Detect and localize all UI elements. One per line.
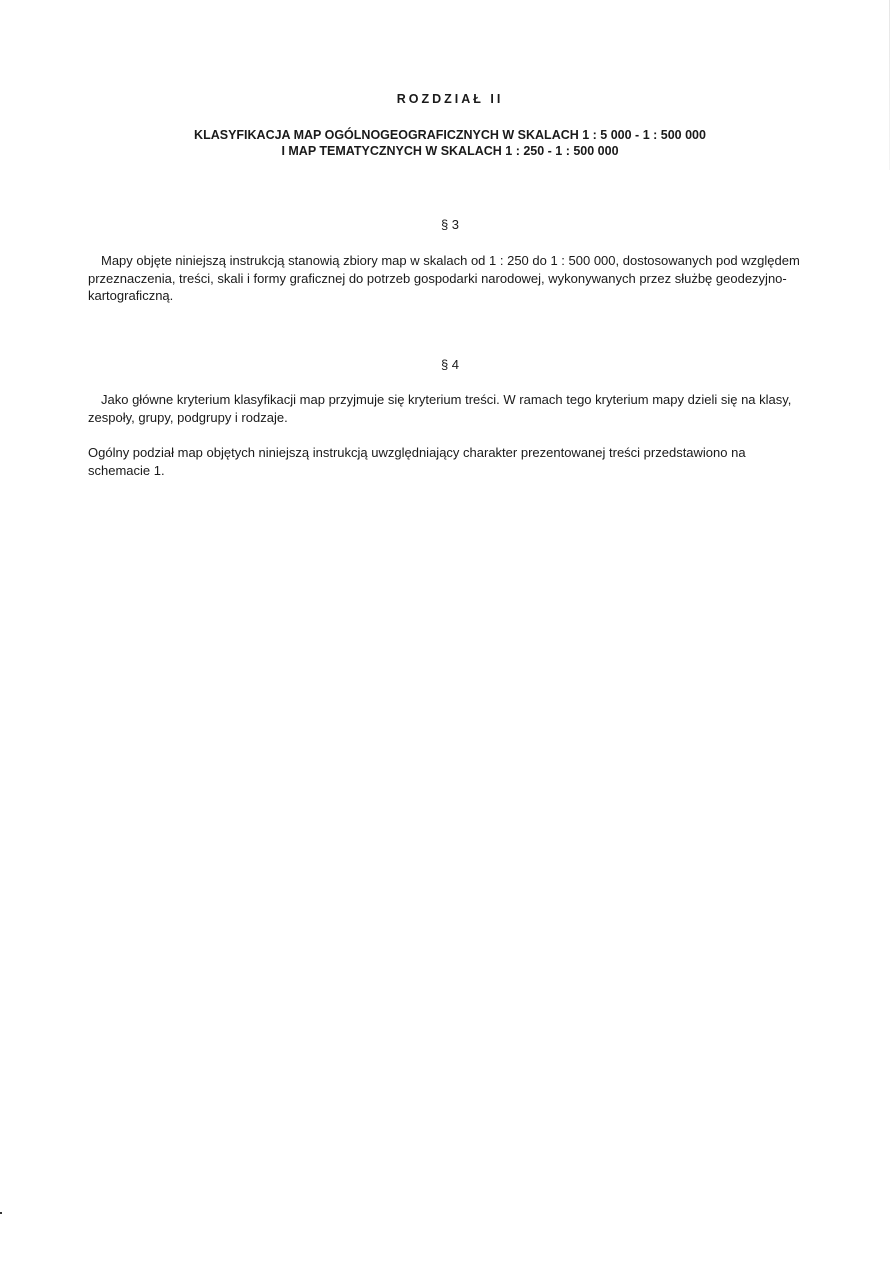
section-4-mark: § 4 xyxy=(440,357,460,372)
chapter-title-line-1: KLASYFIKACJA MAP OGÓLNOGEOGRAFICZNYCH W SKALACH 1 : 5 000 - 1 : 500 000 xyxy=(194,128,706,142)
section-3-paragraph-1: Mapy objęte niniejszą instrukcją stanowią zbiory map w skalach od 1 : 250 do 1 : 500 000, dostosowanych pod względem przeznaczenia, treści, skali i formy graficznej do potrzeb gospodarki narodowej, wykonywanych przez służbę geodezyjno-kartograficzną. xyxy=(88,253,800,303)
scan-speck xyxy=(0,1212,2,1214)
chapter-title-line-2: I MAP TEMATYCZNYCH W SKALACH 1 : 250 - 1 : 500 000 xyxy=(281,144,619,158)
section-4-paragraph-1: Jako główne kryterium klasyfikacji map przyjmuje się kryterium treści. W ramach tego kryterium mapy dzieli się na klasy, zespoły, grupy, podgrupy i rodzaje. xyxy=(88,392,792,425)
section-3-mark: § 3 xyxy=(440,217,460,232)
chapter-heading: ROZDZIAŁ II xyxy=(396,92,504,106)
section-4-paragraph-2: Ogólny podział map objętych niniejszą instrukcją uwzględniający charakter prezentowanej treści przedstawiono na schemacie 1. xyxy=(88,445,746,478)
chapter-title xyxy=(0,127,893,159)
